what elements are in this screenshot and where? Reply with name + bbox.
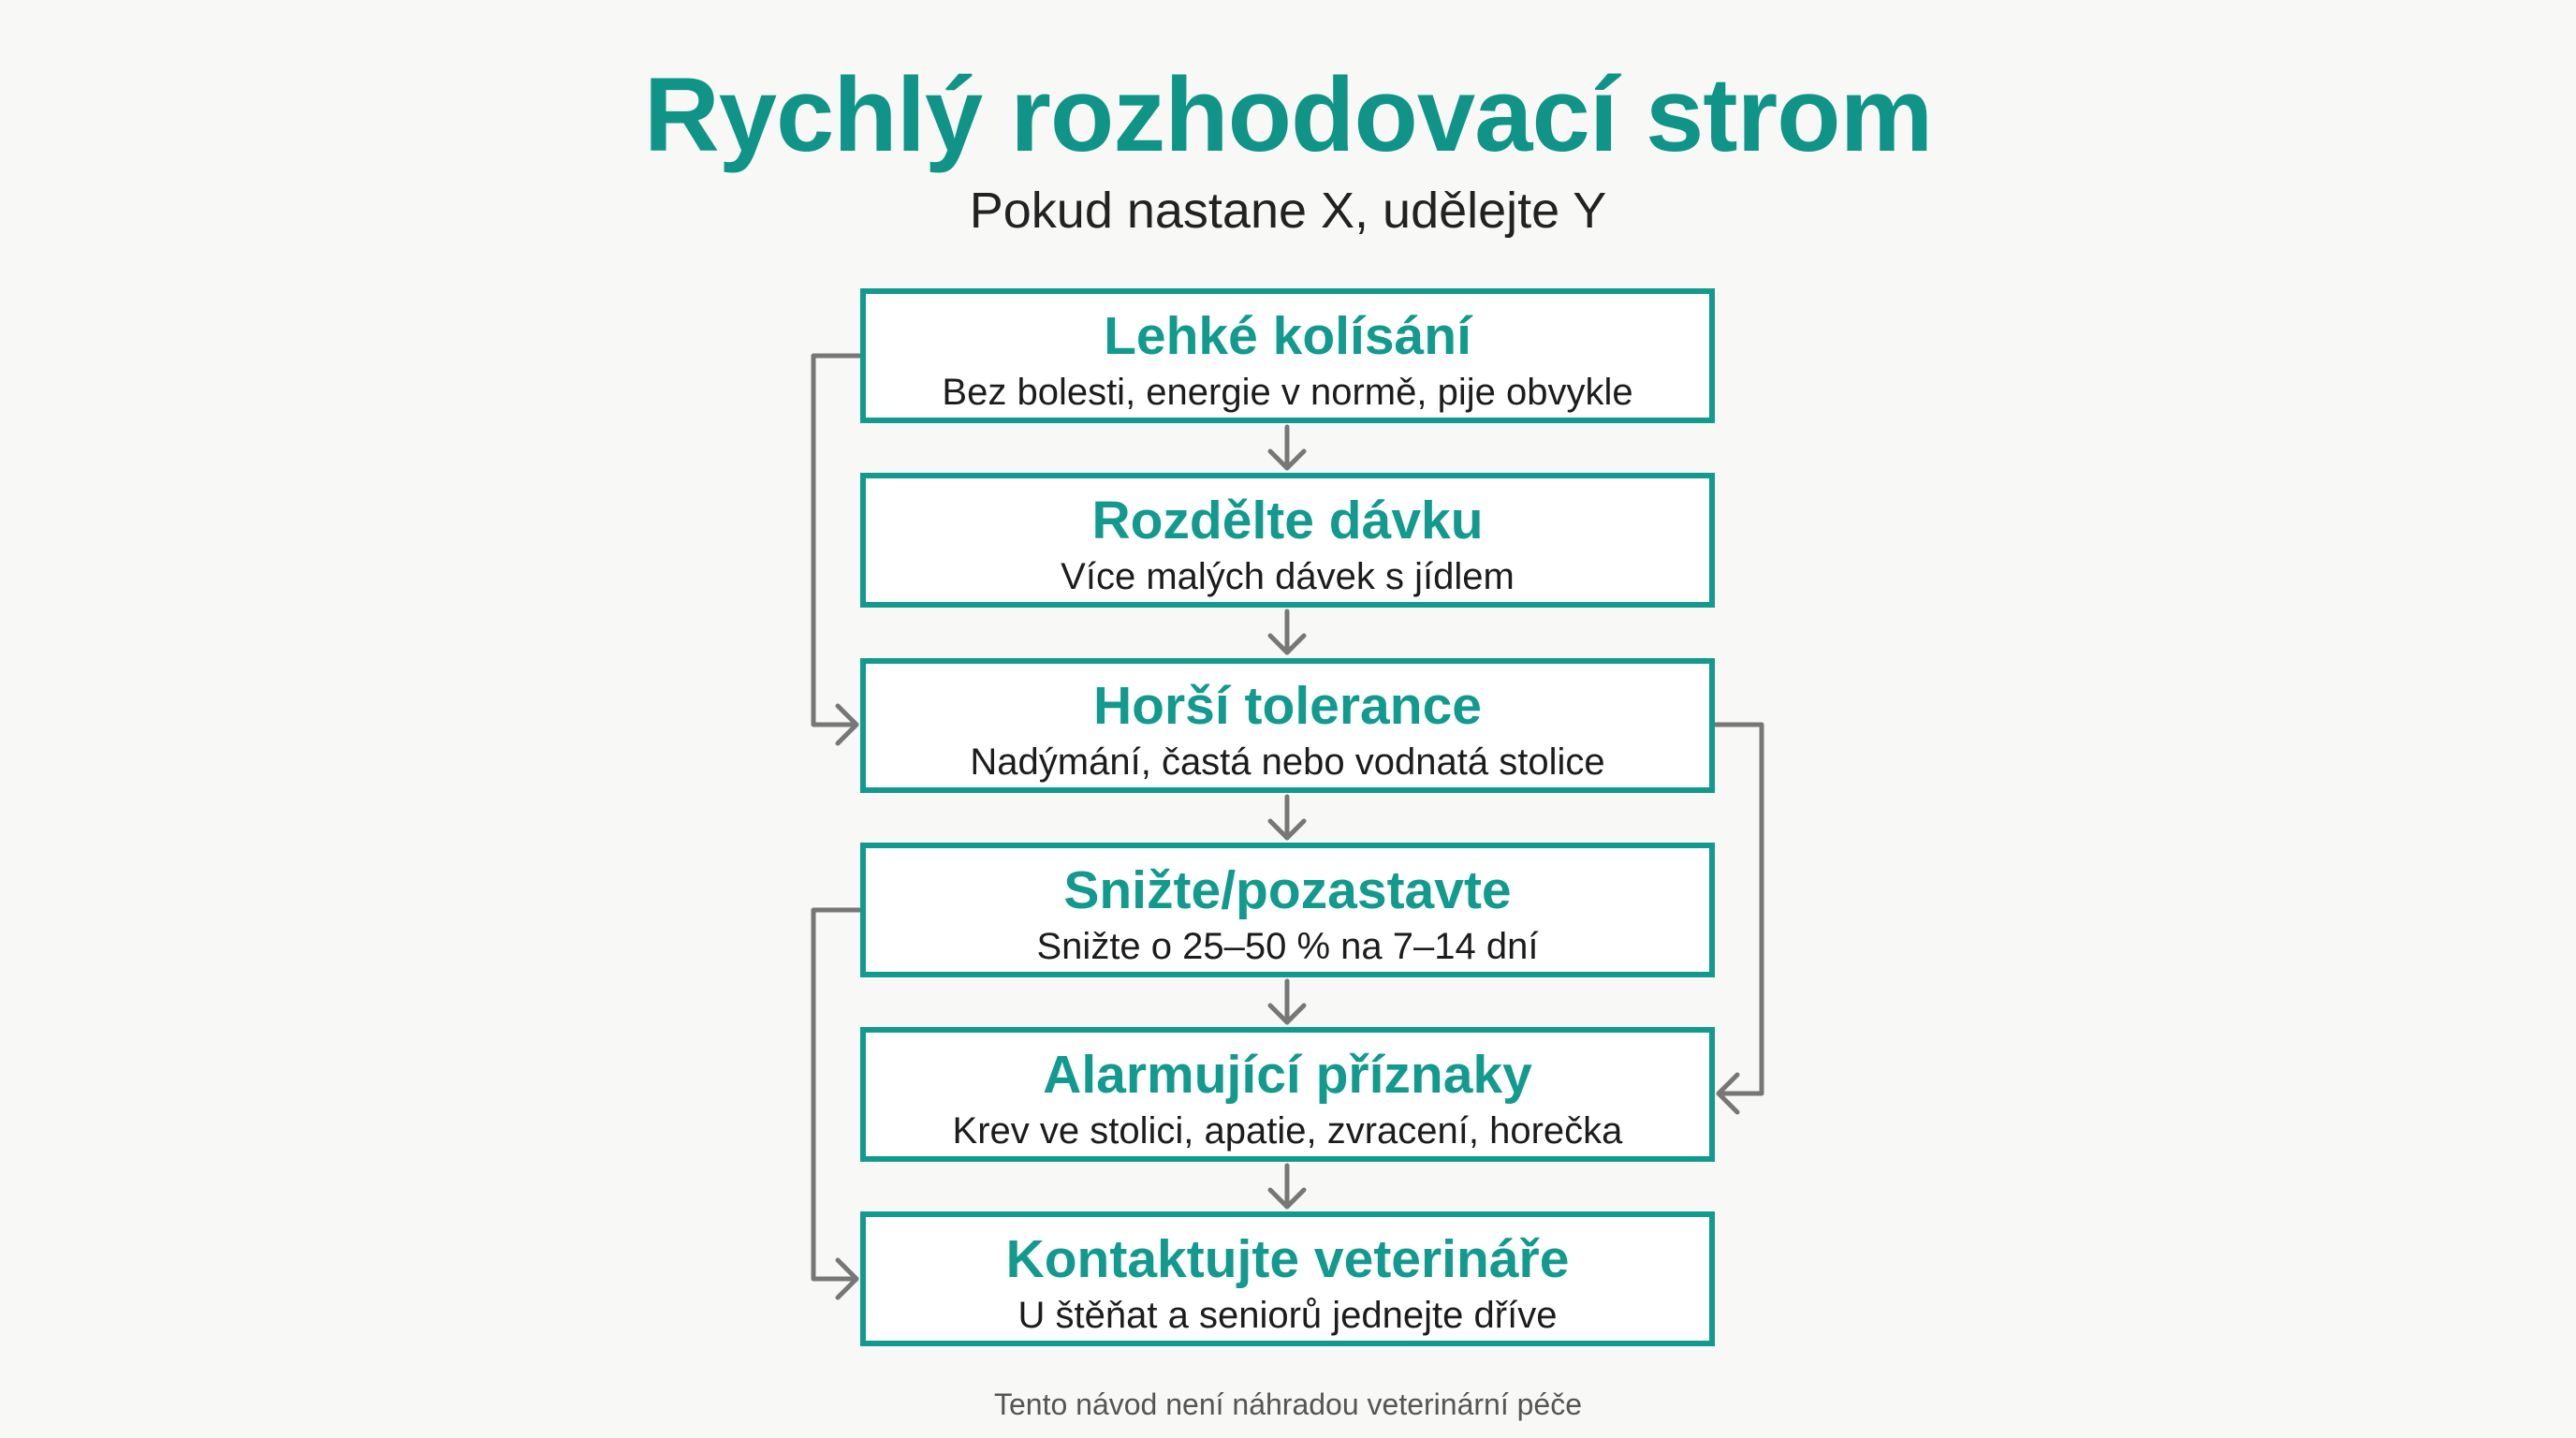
- step-title: Rozdělte dávku: [1091, 491, 1484, 550]
- step-description: Snižte o 25–50 % na 7–14 dní: [1036, 926, 1539, 967]
- step-title: Alarmující příznaky: [1043, 1045, 1532, 1105]
- step-description: Krev ve stolici, apatie, zvracení, horečka: [952, 1110, 1623, 1152]
- connector-step1-step3: [813, 356, 860, 743]
- disclaimer-note: Tento návod není náhradou veterinární péče: [993, 1387, 1582, 1421]
- connector-step2-step3: [1270, 611, 1304, 653]
- step-box-5: [860, 1027, 1715, 1162]
- step-title: Kontaktujte veterináře: [1005, 1229, 1570, 1289]
- page-title: Rychlý rozhodovací strom: [643, 56, 1933, 173]
- connector-step4-step6: [813, 910, 860, 1298]
- page-subtitle: Pokud nastane X, udělejte Y: [969, 183, 1607, 239]
- step-box-2: [860, 473, 1715, 608]
- step-title: Horší tolerance: [1093, 676, 1482, 736]
- step-description: Nadýmání, častá nebo vodnatá stolice: [970, 741, 1605, 783]
- step-box-6: [860, 1211, 1715, 1346]
- step-box-3: [860, 658, 1715, 793]
- connector-step5-step6: [1270, 1166, 1304, 1207]
- connector-step3-step4: [1270, 797, 1304, 838]
- step-description: Více malých dávek s jídlem: [1061, 556, 1515, 597]
- step-title: Snižte/pozastavte: [1063, 860, 1512, 920]
- connector-step1-step2: [1270, 427, 1304, 468]
- step-description: U štěňat a seniorů jednejte dříve: [1017, 1295, 1558, 1336]
- step-box-4: [860, 843, 1715, 977]
- step-box-1: [860, 288, 1715, 423]
- connector-step3-step5: [1715, 725, 1762, 1112]
- step-title: Lehké kolísání: [1104, 306, 1471, 366]
- step-description: Bez bolesti, energie v normě, pije obvykle: [942, 372, 1633, 413]
- connector-step4-step5: [1270, 981, 1304, 1022]
